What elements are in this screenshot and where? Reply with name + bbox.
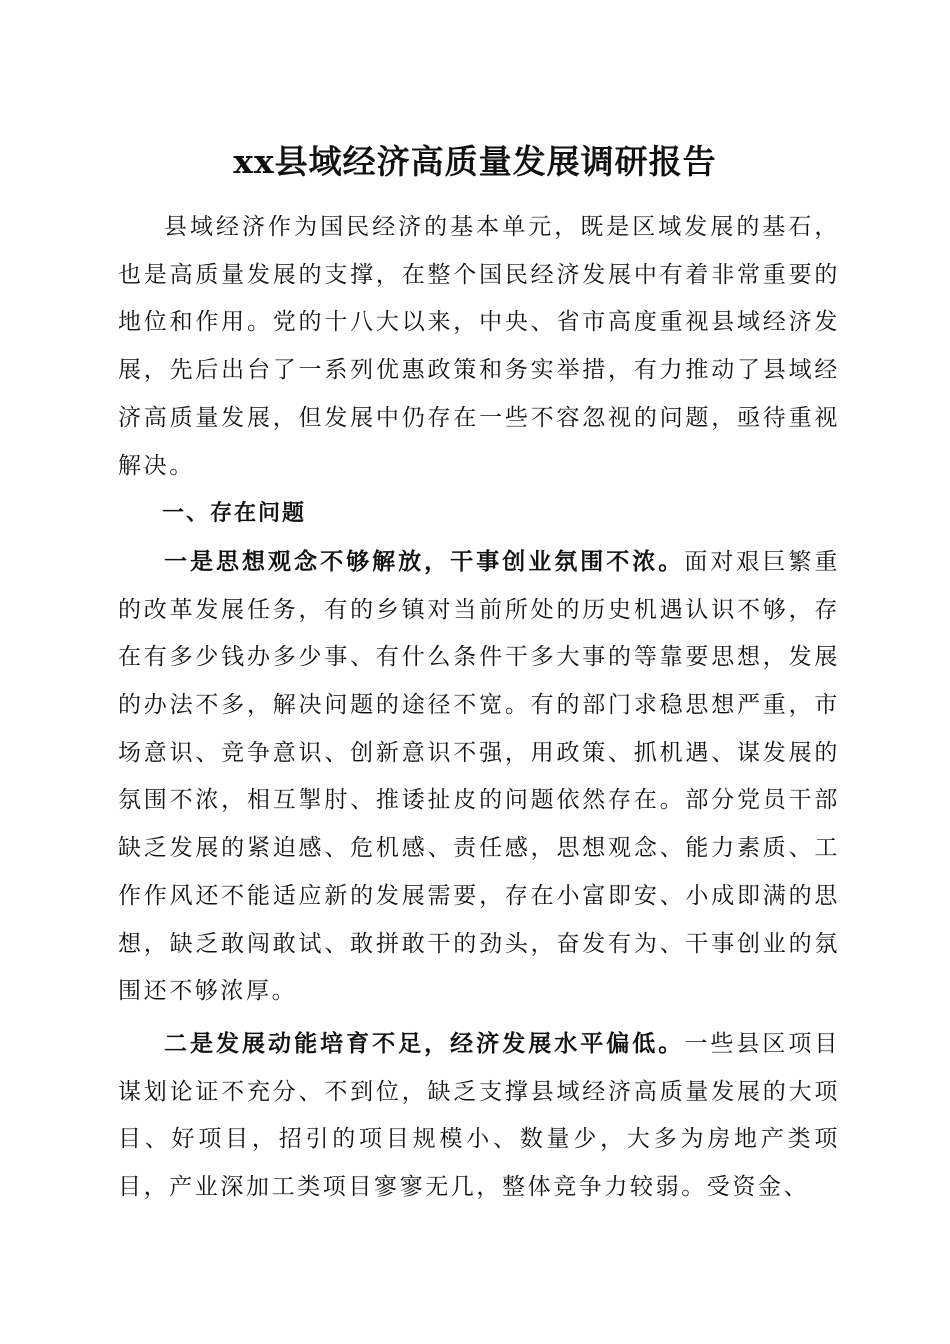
problem-item-2: [118, 1020, 840, 1212]
intro-paragraph: 县域经济作为国民经济的基本单元，既是区域发展的基石，也是高质量发展的支撑，在整个国民经济发展中有着非常重要的地位和作用。党的十八大以来，中央、省市高度重视县域经济发展，先后出台了一系列优惠政策和务实举措，有力推动了县域经济高质量发展，但发展中仍存在一些不容忽视的问题，亟待重视解决。: [118, 214, 840, 479]
document-title: xx县域经济高质量发展调研报告: [233, 142, 717, 181]
problem-item-2-text: 一些县区项目谋划论证不充分、不到位，缺乏支撑县域经济高质量发展的大项目、好项目，招引的项目规模小、数量少，大多为房地产类项目，产业深加工类项目寥寥无几，整体竞争力较弱。受资金、: [118, 1030, 840, 1201]
problem-item-2-lead: 二是发展动能培育不足，经济发展水平偏低。: [164, 1029, 685, 1057]
document-body: [118, 204, 840, 1212]
problem-item-1-lead: 一是思想观念不够解放，干事创业氛围不浓。: [164, 547, 685, 575]
section-heading-problems: 一、存在问题: [162, 501, 307, 527]
problem-item-1-text: 面对艰巨繁重的改革发展任务，有的乡镇对当前所处的历史机遇认识不够，存在有多少钱办多少事、有什么条件干多大事的等靠要思想，发展的办法不多，解决问题的途径不宽。有的部门求稳思想严重，市场意识、竞争意识、创新意识不强，用政策、抓机遇、谋发展的氛围不浓，相互掣肘、推诿扯皮的问题依然存在。部分党员干部缺乏发展的紧迫感、危机感、责任感，思想观念、能力素质、工作作风还不能适应新的发展需要，存在小富即安、小成即满的思想，缺乏敢闯敢试、敢拼敢干的劲头，奋发有为、干事创业的氛围还不够浓厚。: [118, 548, 840, 1005]
problem-item-1: [118, 538, 840, 1016]
